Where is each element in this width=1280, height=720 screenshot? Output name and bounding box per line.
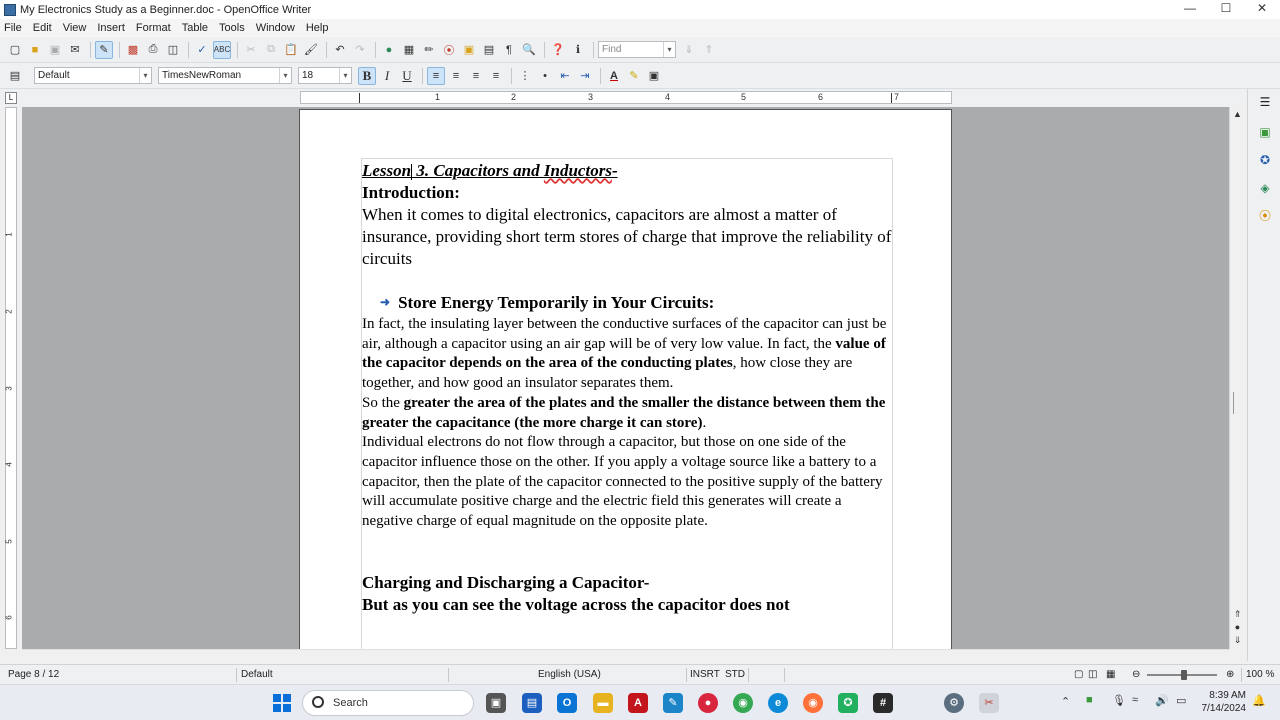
bold-button[interactable]: B xyxy=(358,67,376,85)
sidebar-menu-icon[interactable]: ☰ xyxy=(1259,95,1271,109)
ruler-mark: 4 xyxy=(665,92,671,102)
minimize-button[interactable]: — xyxy=(1184,1,1196,15)
document-body[interactable] xyxy=(362,160,894,616)
taskbar-search[interactable]: Search xyxy=(302,690,474,716)
toolbar-separator xyxy=(600,68,601,84)
underline-button[interactable]: U xyxy=(402,67,412,83)
edit-mode-icon[interactable]: ✎ xyxy=(95,41,113,59)
chevron-down-icon[interactable]: ▾ xyxy=(663,42,675,57)
paragraph-1: In fact, the insulating layer between the conductive surfaces of the capacitor can just be air, although a capacitor using an air gap will be of very low value. In fact, the value of the capacitor depends on the area of the conducting plates, how close they are together, and how good an insulator separates them. xyxy=(362,316,887,392)
store-icon[interactable]: ▤ xyxy=(522,693,542,713)
zoom-slider-handle[interactable] xyxy=(1181,670,1187,680)
print-preview-icon[interactable]: ◫ xyxy=(167,44,179,56)
right-indent-marker[interactable] xyxy=(891,93,892,103)
help-icon[interactable]: ❓ xyxy=(551,44,565,56)
justify-icon[interactable]: ≡ xyxy=(492,69,500,82)
paragraph-2: So the greater the area of the plates and the smaller the distance between them the greater the capacitance (the more charge it can store). xyxy=(362,394,886,431)
vertical-ruler xyxy=(5,107,17,649)
print-icon[interactable]: ⎙ xyxy=(148,43,158,55)
chevron-down-icon[interactable]: ▾ xyxy=(279,68,291,83)
ruler-mark: 6 xyxy=(818,92,824,102)
book-view-icon[interactable]: ▦ xyxy=(1106,669,1116,680)
toolbar-separator xyxy=(326,42,327,58)
zoom-out-icon[interactable]: ⊖ xyxy=(1132,669,1141,680)
toolbar-separator xyxy=(593,42,594,58)
ruler-mark: 4 xyxy=(4,462,14,467)
ruler-mark: 7 xyxy=(894,92,900,102)
lesson-heading[interactable]: Lesson 3. Capacitors and Inductors- xyxy=(362,161,618,180)
status-divider xyxy=(448,668,449,682)
ruler-mark: 2 xyxy=(4,309,14,314)
scroll-up-icon[interactable]: ▲ xyxy=(1233,109,1242,119)
intro-title: Introduction: xyxy=(362,183,460,202)
page-style[interactable]: Default xyxy=(241,669,273,680)
title-bar xyxy=(0,0,1280,19)
cut-icon[interactable]: ✂ xyxy=(246,44,256,56)
menu-view[interactable]: View xyxy=(62,22,87,34)
outlook-icon[interactable]: O xyxy=(557,693,577,713)
find-next-icon[interactable]: ⇓ xyxy=(684,44,694,56)
show-hidden-icons[interactable]: ⌃ xyxy=(1061,696,1071,708)
horizontal-ruler[interactable] xyxy=(300,91,952,104)
recorder-icon[interactable]: ● xyxy=(698,693,718,713)
menu-edit[interactable]: Edit xyxy=(32,22,52,34)
clock-time: 8:39 AM xyxy=(1209,690,1246,701)
navigation-icon[interactable]: ● xyxy=(1234,622,1241,632)
font-name-select[interactable]: TimesNewRoman ▾ xyxy=(158,67,292,84)
vertical-scrollbar[interactable] xyxy=(1229,107,1244,649)
sidebar xyxy=(1247,89,1280,661)
undo-icon[interactable]: ↶ xyxy=(335,44,345,56)
close-button[interactable]: ✕ xyxy=(1256,1,1268,15)
standard-toolbar xyxy=(0,37,1280,63)
navigator-sidebar-icon[interactable]: ⦿ xyxy=(1258,209,1271,223)
styles-formatting-icon[interactable]: ▤ xyxy=(9,70,21,82)
start-icon[interactable] xyxy=(273,694,291,712)
acrobat-icon[interactable]: A xyxy=(628,693,648,713)
horizontal-scrollbar[interactable] xyxy=(22,649,1229,661)
paragraph-style-select[interactable]: Default ▾ xyxy=(34,67,152,84)
task-view-icon[interactable]: ▣ xyxy=(486,693,506,713)
status-divider xyxy=(686,668,687,682)
ruler-mark: 6 xyxy=(4,615,14,620)
hyperlink-icon[interactable]: ● xyxy=(385,43,393,56)
whats-this-icon[interactable]: ℹ xyxy=(575,44,581,56)
taskbar-clock[interactable] xyxy=(1202,689,1247,715)
ruler-mark: 3 xyxy=(588,92,594,102)
previous-page-icon[interactable]: ⇑ xyxy=(1233,609,1242,619)
increase-indent-icon[interactable]: ⇥ xyxy=(580,70,590,82)
copy-icon[interactable]: ⧉ xyxy=(267,43,275,55)
menu-help[interactable]: Help xyxy=(305,22,329,34)
search-icon xyxy=(312,696,324,708)
data-sources-icon[interactable]: ▤ xyxy=(483,44,495,56)
arrow-bullet-icon: ➜ xyxy=(380,295,391,309)
numbering-icon[interactable]: ⋮ xyxy=(519,70,531,82)
toolbar-separator xyxy=(375,42,376,58)
status-divider xyxy=(236,668,237,682)
menu-file[interactable]: File xyxy=(4,22,22,34)
windows-taskbar xyxy=(0,684,1280,720)
toolbar-separator xyxy=(188,42,189,58)
gallery-sidebar-icon[interactable]: ◈ xyxy=(1260,181,1270,195)
gallery-icon[interactable]: ▣ xyxy=(463,44,475,56)
ruler-mark: 5 xyxy=(4,539,14,544)
redo-icon[interactable]: ↷ xyxy=(355,44,365,56)
intro-paragraph: When it comes to digital electronics, capacitors are almost a matter of insurance, providing short term stores of charge that improve the reliability of circuits xyxy=(362,205,892,268)
toolbar-separator xyxy=(90,42,91,58)
properties-icon[interactable]: ▣ xyxy=(1259,125,1271,139)
menu-insert[interactable]: Insert xyxy=(97,22,125,34)
clock-date: 7/14/2024 xyxy=(1201,703,1246,714)
misspelled-word[interactable]: Inductors xyxy=(543,161,612,180)
export-pdf-icon[interactable]: ▩ xyxy=(127,44,139,56)
single-page-view-icon[interactable]: ▢ xyxy=(1074,669,1084,680)
styles-icon[interactable]: ✪ xyxy=(1259,153,1271,167)
open-folder-icon[interactable]: ■ xyxy=(31,43,39,56)
document-workspace[interactable] xyxy=(22,107,1229,649)
italic-button[interactable]: I xyxy=(384,67,390,83)
toolbar-separator xyxy=(237,42,238,58)
calculator-icon[interactable]: # xyxy=(873,693,893,713)
zoom-level[interactable]: 100 % xyxy=(1246,669,1275,680)
align-left-icon[interactable]: ≡ xyxy=(427,67,445,85)
ruler-mark: 2 xyxy=(511,92,517,102)
ruler-mark: 5 xyxy=(741,92,747,102)
scroll-thumb[interactable] xyxy=(1233,392,1241,414)
autospellcheck-icon[interactable]: ABC xyxy=(213,41,231,59)
paste-icon[interactable]: 📋 xyxy=(284,44,298,56)
formatting-marks-icon[interactable]: ¶ xyxy=(506,43,512,56)
section-heading: Charging and Discharging a Capacitor- xyxy=(362,572,650,592)
new-document-icon[interactable]: ▢ xyxy=(9,44,21,56)
chevron-down-icon[interactable]: ▾ xyxy=(139,68,151,83)
clone-format-icon[interactable]: 🖌 xyxy=(304,44,318,56)
microphone-icon[interactable]: 🎙 xyxy=(1112,695,1126,707)
volume-icon[interactable]: 🔊 xyxy=(1155,695,1169,707)
ruler-bar xyxy=(0,89,1247,107)
menu-bar xyxy=(0,19,1280,37)
spellcheck-icon[interactable]: ✓ xyxy=(197,44,207,56)
toolbar-separator xyxy=(422,68,423,84)
window-title: My Electronics Study as a Beginner.doc - OpenOffice Writer xyxy=(20,3,312,16)
save-icon[interactable]: ▣ xyxy=(49,44,61,56)
align-right-icon[interactable]: ≡ xyxy=(472,69,480,82)
tab-stop-selector[interactable]: L xyxy=(5,92,17,104)
firefox-icon[interactable]: ◉ xyxy=(803,693,823,713)
zoom-icon[interactable]: 🔍 xyxy=(522,44,536,56)
language[interactable]: English (USA) xyxy=(538,669,601,680)
left-indent-marker[interactable] xyxy=(359,93,360,103)
email-icon[interactable]: ✉ xyxy=(70,44,80,56)
toolbar-separator xyxy=(119,42,120,58)
insert-mode[interactable]: INSRT xyxy=(690,669,720,680)
decrease-indent-icon[interactable]: ⇤ xyxy=(560,70,570,82)
font-color-icon[interactable]: A xyxy=(610,69,618,82)
notification-icon[interactable]: 🔔 xyxy=(1252,695,1266,707)
writer-taskbar-icon[interactable]: ✎ xyxy=(663,693,683,713)
table-icon[interactable]: ▦ xyxy=(403,44,415,56)
multi-page-view-icon[interactable]: ◫ xyxy=(1088,669,1098,680)
menu-tools[interactable]: Tools xyxy=(219,22,245,34)
formatting-toolbar xyxy=(0,63,1280,89)
edge-icon[interactable]: e xyxy=(768,693,788,713)
zoom-in-icon[interactable]: ⊕ xyxy=(1226,669,1235,680)
empty-lines xyxy=(362,532,894,572)
battery-icon[interactable]: ▭ xyxy=(1176,695,1187,707)
file-explorer-icon[interactable]: ▬ xyxy=(593,693,613,713)
paragraph-4: But as you can see the voltage across the capacitor does not xyxy=(362,594,790,614)
toolbar-separator xyxy=(511,68,512,84)
page-count[interactable]: Page 8 / 12 xyxy=(8,669,60,680)
maximize-button[interactable]: ☐ xyxy=(1220,1,1232,15)
toolbar-separator xyxy=(544,42,545,58)
menu-format[interactable]: Format xyxy=(135,22,171,34)
next-page-icon[interactable]: ⇓ xyxy=(1233,635,1242,645)
snipping-tool-icon[interactable]: ✂ xyxy=(979,693,999,713)
selection-mode[interactable]: STD xyxy=(725,669,745,680)
find-input[interactable]: Find ▾ xyxy=(598,41,676,58)
tray-app-icon[interactable]: ■ xyxy=(1086,694,1093,706)
find-previous-icon[interactable]: ⇑ xyxy=(704,44,714,56)
status-bar xyxy=(0,664,1280,684)
font-size-select[interactable]: 18 ▾ xyxy=(298,67,352,84)
chevron-down-icon[interactable]: ▾ xyxy=(339,68,351,83)
app-icon[interactable]: ✪ xyxy=(838,693,858,713)
ruler-mark: 3 xyxy=(4,386,14,391)
chrome-icon[interactable]: ◉ xyxy=(733,693,753,713)
status-divider xyxy=(748,668,749,682)
paragraph-3: Individual electrons do not flow through a capacitor, but those on one side of the capacitor influence those on the other. If you apply a voltage source like a battery to a capacitor, then the plate of the capacitor connected to the positive supply of the battery will accumulate positive charge and the electric field this generates will create a negative charge of equal magnitude on the opposite plate. xyxy=(362,434,883,530)
draw-functions-icon[interactable]: ✏ xyxy=(424,44,434,56)
menu-table[interactable]: Table xyxy=(181,22,209,34)
wifi-icon[interactable]: ≈ xyxy=(1132,694,1139,706)
settings-icon[interactable]: ⚙ xyxy=(944,693,964,713)
ruler-mark: 1 xyxy=(4,232,14,237)
menu-window[interactable]: Window xyxy=(255,22,295,34)
highlighting-icon[interactable]: ✎ xyxy=(629,70,639,82)
bullets-icon[interactable]: • xyxy=(543,69,547,82)
align-center-icon[interactable]: ≡ xyxy=(452,69,460,82)
status-divider xyxy=(1241,668,1242,682)
background-color-icon[interactable]: ▣ xyxy=(648,70,660,82)
ruler-mark: 1 xyxy=(435,92,441,102)
document-page[interactable] xyxy=(299,109,952,649)
status-divider xyxy=(784,668,785,682)
navigator-icon[interactable]: ⦿ xyxy=(443,44,455,57)
bullet-heading: ➜ Store Energy Temporarily in Your Circuits: xyxy=(380,293,715,312)
writer-app-icon xyxy=(4,4,16,16)
